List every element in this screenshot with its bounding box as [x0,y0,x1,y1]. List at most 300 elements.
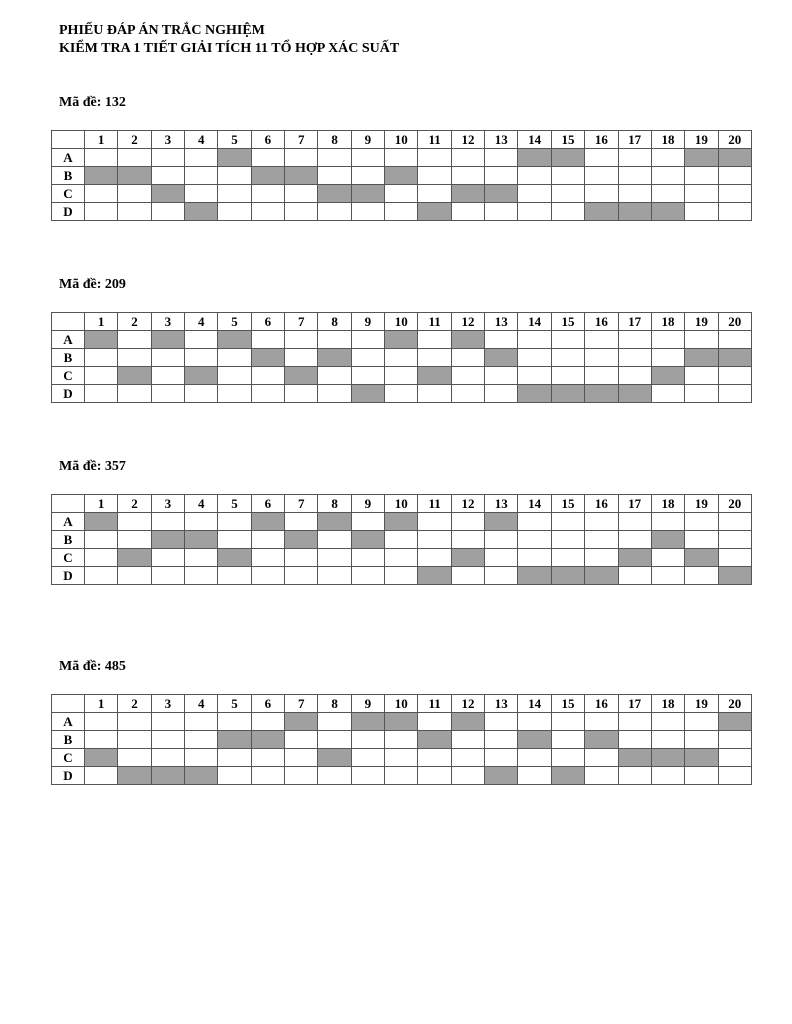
answer-cell [418,513,451,531]
answer-cell-marked [351,531,384,549]
question-number: 6 [251,131,284,149]
answer-cell [585,767,618,785]
corner-cell [52,695,85,713]
question-number: 10 [385,131,418,149]
answer-cell [85,203,118,221]
option-label: C [52,549,85,567]
answer-cell [118,203,151,221]
answer-cell [485,549,518,567]
answer-cell [285,767,318,785]
answer-cell [685,385,718,403]
answer-cell-marked [685,749,718,767]
question-number: 19 [685,495,718,513]
answer-cell-marked [485,349,518,367]
answer-cell [551,185,584,203]
answer-cell [218,167,251,185]
answer-cell [251,749,284,767]
question-number: 6 [251,313,284,331]
question-number-row [52,695,752,713]
answer-cell [418,349,451,367]
answer-cell [618,513,651,531]
question-number: 17 [618,695,651,713]
answer-cell-marked [385,167,418,185]
answer-cell [285,203,318,221]
question-number: 9 [351,495,384,513]
option-label: B [52,167,85,185]
answer-cell [451,513,484,531]
answer-cell [85,567,118,585]
question-number: 2 [118,131,151,149]
answer-cell [318,767,351,785]
answer-cell [418,749,451,767]
option-row-b [52,167,752,185]
answer-cell-marked [318,349,351,367]
answer-cell [485,385,518,403]
question-number: 8 [318,695,351,713]
answer-cell [451,149,484,167]
answer-cell-marked [185,767,218,785]
answer-cell [551,367,584,385]
answer-cell [651,549,684,567]
answer-cell [551,749,584,767]
answer-cell [285,731,318,749]
question-number: 20 [718,313,751,331]
question-number: 17 [618,495,651,513]
question-number: 6 [251,695,284,713]
answer-cell-marked [385,713,418,731]
answer-cell-marked [285,531,318,549]
question-number: 12 [451,495,484,513]
answer-cell-marked [218,331,251,349]
question-number: 18 [651,495,684,513]
answer-cell-marked [251,167,284,185]
answer-cell-marked [485,513,518,531]
answer-cell [718,203,751,221]
answer-cell [718,531,751,549]
answer-cell [251,149,284,167]
answer-cell [718,749,751,767]
question-number: 1 [85,695,118,713]
answer-cell [551,531,584,549]
answer-cell-marked [685,149,718,167]
answer-cell [85,767,118,785]
answer-cell [218,567,251,585]
answer-cell-marked [85,331,118,349]
question-number-row [52,313,752,331]
answer-cell [651,567,684,585]
option-row-c [52,749,752,767]
answer-cell-marked [251,513,284,531]
question-number: 19 [685,131,718,149]
answer-cell-marked [685,549,718,567]
answer-cell [618,713,651,731]
answer-cell [218,749,251,767]
question-number: 4 [185,695,218,713]
answer-cell [618,567,651,585]
question-number: 16 [585,695,618,713]
question-number: 18 [651,695,684,713]
answer-cell-marked [718,349,751,367]
option-row-c [52,549,752,567]
question-number: 5 [218,313,251,331]
answer-cell [451,167,484,185]
option-row-a [52,713,752,731]
answer-cell-marked [85,167,118,185]
answer-cell [418,149,451,167]
answer-cell-marked [351,185,384,203]
question-number: 2 [118,313,151,331]
option-label: C [52,185,85,203]
answer-cell [185,149,218,167]
answer-cell [385,549,418,567]
answer-cell-marked [251,349,284,367]
answer-cell [585,367,618,385]
corner-cell [52,495,85,513]
answer-cell [385,185,418,203]
answer-cell [85,531,118,549]
test-code-label: Mã đề: 357 [59,459,126,474]
answer-cell [318,731,351,749]
answer-cell [518,549,551,567]
answer-cell [685,185,718,203]
answer-cell [585,531,618,549]
answer-cell [118,513,151,531]
question-number: 14 [518,695,551,713]
answer-cell [118,749,151,767]
answer-cell [318,531,351,549]
answer-cell-marked [451,713,484,731]
answer-cell [85,349,118,367]
answer-cell [485,167,518,185]
answer-cell [718,185,751,203]
answer-cell [118,567,151,585]
option-row-d [52,567,752,585]
answer-cell [251,767,284,785]
answer-cell [685,513,718,531]
answer-cell [318,167,351,185]
option-label: A [52,713,85,731]
answer-cell [518,713,551,731]
answer-cell [585,513,618,531]
answer-cell-marked [118,367,151,385]
answer-cell [418,331,451,349]
option-label: D [52,385,85,403]
question-number: 3 [151,495,184,513]
answer-cell-marked [151,531,184,549]
answer-cell [318,567,351,585]
answer-cell-marked [518,149,551,167]
answer-cell [651,513,684,531]
answer-cell-marked [118,767,151,785]
answer-cell [618,185,651,203]
answer-cell [551,331,584,349]
question-number: 15 [551,695,584,713]
answer-cell [385,385,418,403]
test-code-label: Mã đề: 209 [59,277,126,292]
answer-cell-marked [318,749,351,767]
answer-cell [685,203,718,221]
answer-cell-marked [618,385,651,403]
answer-cell [585,749,618,767]
answer-cell [618,731,651,749]
answer-cell [385,749,418,767]
option-label: C [52,367,85,385]
answer-cell [451,749,484,767]
option-row-a [52,331,752,349]
answer-cell [485,713,518,731]
answer-cell-marked [685,349,718,367]
answer-cell [351,149,384,167]
answer-cell [385,349,418,367]
answer-cell-marked [418,367,451,385]
answer-cell [118,731,151,749]
answer-cell [285,513,318,531]
answer-cell [418,385,451,403]
answer-cell [518,185,551,203]
question-number: 4 [185,131,218,149]
answer-cell-marked [385,331,418,349]
answer-cell [485,149,518,167]
answer-cell [218,513,251,531]
corner-cell [52,131,85,149]
answer-cell-marked [351,385,384,403]
question-number-row [52,495,752,513]
answer-cell [285,749,318,767]
corner-cell [52,313,85,331]
answer-cell [451,367,484,385]
option-row-d [52,203,752,221]
question-number: 11 [418,131,451,149]
answer-cell [651,349,684,367]
answer-cell-marked [551,385,584,403]
answer-cell [85,549,118,567]
answer-cell [551,167,584,185]
answer-cell-marked [251,731,284,749]
question-number: 4 [185,313,218,331]
answer-cell [318,549,351,567]
answer-cell [185,349,218,367]
question-number: 15 [551,313,584,331]
answer-cell [85,367,118,385]
answer-cell [151,549,184,567]
answer-cell [351,167,384,185]
question-number: 13 [485,131,518,149]
answer-cell [585,185,618,203]
answer-cell [251,185,284,203]
answer-cell [618,331,651,349]
question-number: 7 [285,495,318,513]
answer-cell [518,513,551,531]
option-row-b [52,349,752,367]
answer-cell [185,713,218,731]
answer-grid [51,494,752,585]
question-number: 5 [218,695,251,713]
answer-cell-marked [85,513,118,531]
answer-cell-marked [718,567,751,585]
answer-cell [351,567,384,585]
answer-cell [185,167,218,185]
option-row-b [52,531,752,549]
answer-cell [318,203,351,221]
answer-cell [718,385,751,403]
question-number: 1 [85,495,118,513]
answer-cell [418,167,451,185]
question-number: 3 [151,131,184,149]
answer-cell [185,549,218,567]
answer-cell [585,331,618,349]
question-number: 8 [318,495,351,513]
answer-cell [318,331,351,349]
answer-cell [151,385,184,403]
answer-cell [251,531,284,549]
answer-cell-marked [318,513,351,531]
question-number: 13 [485,313,518,331]
answer-cell [518,349,551,367]
answer-cell [685,531,718,549]
answer-cell-marked [651,531,684,549]
answer-cell [451,203,484,221]
answer-cell [351,367,384,385]
answer-cell [318,385,351,403]
answer-cell [485,203,518,221]
answer-cell-marked [518,567,551,585]
question-number: 6 [251,495,284,513]
question-number: 14 [518,313,551,331]
option-label: C [52,749,85,767]
answer-cell [285,185,318,203]
question-number: 11 [418,313,451,331]
answer-cell-marked [651,203,684,221]
answer-cell-marked [118,167,151,185]
answer-cell [451,731,484,749]
question-number: 17 [618,131,651,149]
answer-cell [351,513,384,531]
question-number: 5 [218,131,251,149]
answer-cell-marked [318,185,351,203]
answer-cell-marked [418,567,451,585]
answer-cell-marked [551,767,584,785]
question-number: 15 [551,131,584,149]
answer-cell [285,331,318,349]
question-number: 10 [385,313,418,331]
answer-cell [385,531,418,549]
answer-cell [551,349,584,367]
question-number: 14 [518,131,551,149]
answer-grid [51,312,752,403]
answer-cell [418,767,451,785]
answer-cell [518,767,551,785]
answer-grid [51,130,752,221]
answer-cell-marked [185,203,218,221]
question-number: 1 [85,131,118,149]
answer-cell [151,349,184,367]
question-number: 1 [85,313,118,331]
answer-cell-marked [585,567,618,585]
answer-cell [718,167,751,185]
answer-cell [151,749,184,767]
answer-cell-marked [485,767,518,785]
question-number: 12 [451,131,484,149]
answer-grid [51,694,752,785]
answer-cell [151,167,184,185]
answer-cell [185,749,218,767]
answer-cell [118,713,151,731]
answer-cell [518,203,551,221]
answer-cell [318,367,351,385]
answer-cell [585,167,618,185]
answer-cell [718,367,751,385]
answer-cell [651,149,684,167]
answer-cell [151,203,184,221]
answer-cell [351,731,384,749]
answer-cell [651,731,684,749]
answer-cell [118,149,151,167]
answer-cell [718,767,751,785]
answer-cell [418,549,451,567]
answer-cell [118,349,151,367]
question-number: 9 [351,313,384,331]
answer-cell [218,349,251,367]
question-number: 13 [485,695,518,713]
answer-cell [618,167,651,185]
answer-cell [551,713,584,731]
answer-cell [518,167,551,185]
answer-cell [585,549,618,567]
answer-cell [185,385,218,403]
question-number: 12 [451,695,484,713]
answer-cell [651,167,684,185]
option-label: B [52,349,85,367]
answer-cell [251,367,284,385]
question-number: 15 [551,495,584,513]
answer-cell [151,367,184,385]
answer-cell-marked [418,203,451,221]
answer-cell [218,531,251,549]
answer-cell-marked [351,713,384,731]
answer-cell [585,149,618,167]
answer-cell [185,513,218,531]
question-number: 19 [685,313,718,331]
question-number: 7 [285,131,318,149]
question-number: 16 [585,495,618,513]
answer-cell [385,203,418,221]
answer-cell [685,567,718,585]
answer-cell [285,567,318,585]
answer-cell [485,367,518,385]
option-label: A [52,149,85,167]
option-row-c [52,367,752,385]
answer-cell-marked [85,749,118,767]
answer-cell [651,331,684,349]
option-row-b [52,731,752,749]
answer-cell [518,749,551,767]
question-number: 20 [718,495,751,513]
question-number: 8 [318,131,351,149]
answer-cell [485,567,518,585]
answer-cell [85,149,118,167]
answer-cell-marked [285,713,318,731]
option-row-a [52,513,752,531]
answer-cell [185,567,218,585]
answer-cell [351,349,384,367]
answer-cell [485,331,518,349]
test-code-label: Mã đề: 132 [59,95,126,110]
answer-cell-marked [618,203,651,221]
answer-cell [85,385,118,403]
question-number-row [52,131,752,149]
question-number: 18 [651,313,684,331]
answer-cell [585,349,618,367]
